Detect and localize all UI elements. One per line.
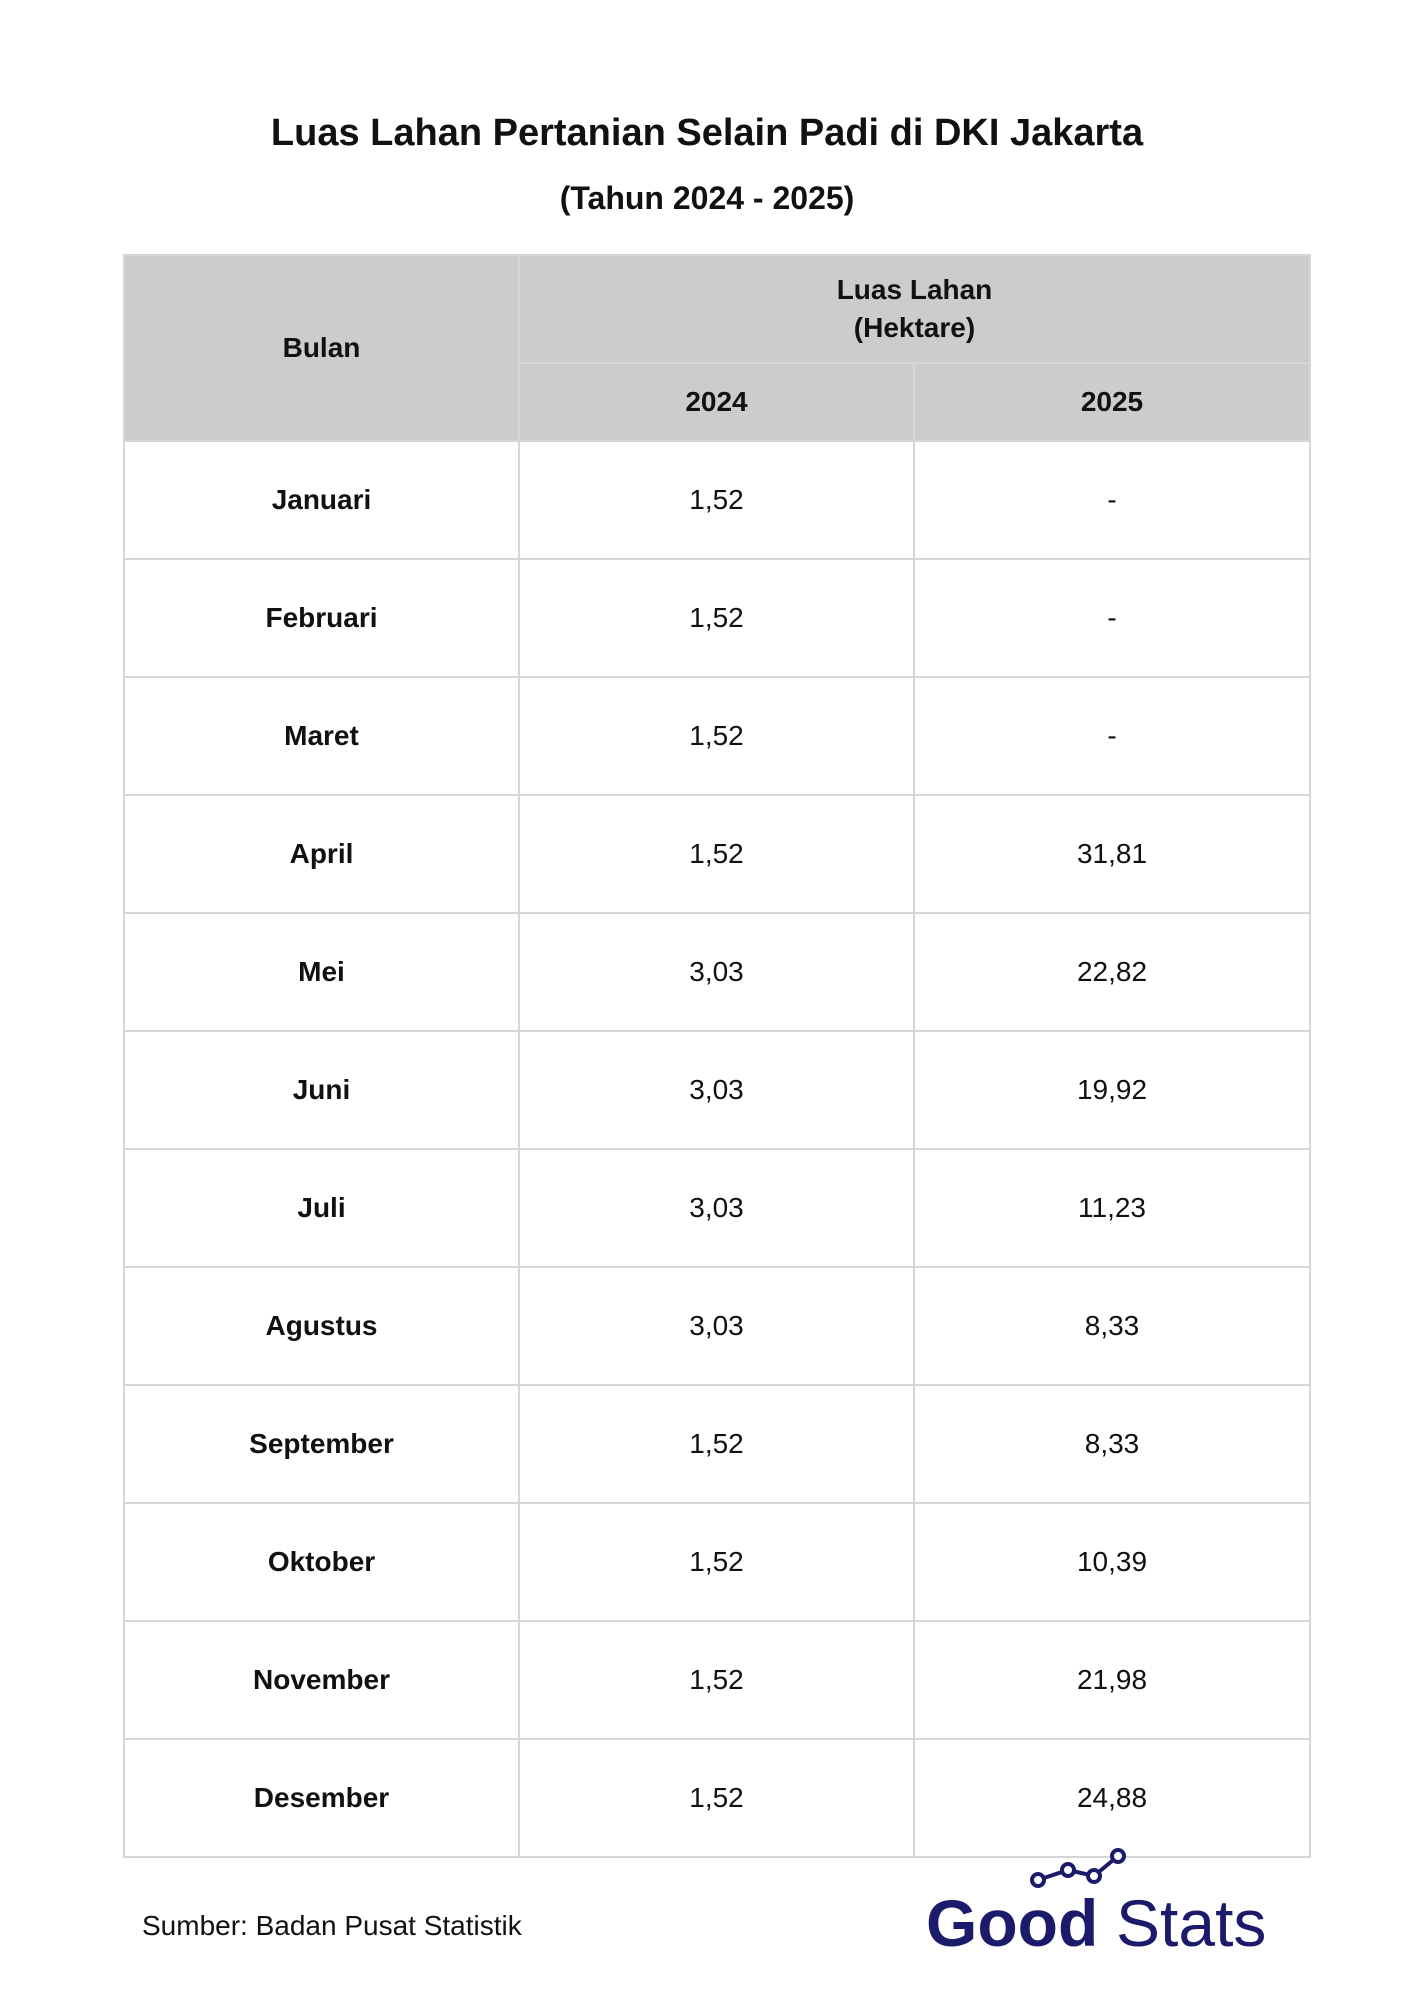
source-note: Sumber: Badan Pusat Statistik [142, 1910, 522, 1941]
month-cell: Januari [124, 441, 519, 559]
header-year-2024: 2024 [519, 363, 914, 441]
value-2024-cell: 1,52 [519, 1503, 914, 1621]
value-2025-cell: 8,33 [914, 1267, 1310, 1385]
table-row [124, 795, 1310, 913]
table-row [124, 1385, 1310, 1503]
table-row [124, 913, 1310, 1031]
month-cell: September [124, 1385, 519, 1503]
value-2025-cell: - [914, 677, 1310, 795]
table-row [124, 1621, 1310, 1739]
value-2025-cell: 8,33 [914, 1385, 1310, 1503]
goodstats-logo [920, 1848, 1280, 1958]
table-row [124, 1149, 1310, 1267]
value-2025-cell: 24,88 [914, 1739, 1310, 1857]
value-2025-cell: 19,92 [914, 1031, 1310, 1149]
month-cell: Juni [124, 1031, 519, 1149]
value-2025-cell: - [914, 441, 1310, 559]
value-2025-cell: 21,98 [914, 1621, 1310, 1739]
month-cell: Mei [124, 913, 519, 1031]
data-table [123, 254, 1311, 1858]
table-row [124, 1739, 1310, 1857]
value-2025-cell: 22,82 [914, 913, 1310, 1031]
value-2024-cell: 1,52 [519, 677, 914, 795]
value-2025-cell: 10,39 [914, 1503, 1310, 1621]
value-2024-cell: 3,03 [519, 1267, 914, 1385]
header-year-2025: 2025 [914, 363, 1310, 441]
value-2024-cell: 1,52 [519, 559, 914, 677]
value-2024-cell: 1,52 [519, 795, 914, 913]
month-cell: Maret [124, 677, 519, 795]
table-row [124, 677, 1310, 795]
table-row [124, 441, 1310, 559]
value-2024-cell: 1,52 [519, 1385, 914, 1503]
table-row [124, 1503, 1310, 1621]
header-month: Bulan [124, 255, 519, 441]
month-cell: Februari [124, 559, 519, 677]
logo-trend-icon [1032, 1850, 1124, 1886]
value-2025-cell: 31,81 [914, 795, 1310, 913]
value-2024-cell: 1,52 [519, 1621, 914, 1739]
month-cell: November [124, 1621, 519, 1739]
month-cell: April [124, 795, 519, 913]
value-2025-cell: 11,23 [914, 1149, 1310, 1267]
table-row [124, 1031, 1310, 1149]
value-2025-cell: - [914, 559, 1310, 677]
value-2024-cell: 3,03 [519, 913, 914, 1031]
page-subtitle: (Tahun 2024 - 2025) [559, 180, 855, 216]
value-2024-cell: 1,52 [519, 441, 914, 559]
month-cell: Juli [124, 1149, 519, 1267]
value-2024-cell: 3,03 [519, 1031, 914, 1149]
page-title: Luas Lahan Pertanian Selain Padi di DKI Jakarta [270, 112, 1144, 154]
month-cell: Oktober [124, 1503, 519, 1621]
table-row [124, 1267, 1310, 1385]
logo-text-good: Good [926, 1886, 1099, 1958]
header-luas-lahan: Luas Lahan (Hektare) [519, 255, 1310, 363]
logo-text-stats: Stats [1116, 1886, 1267, 1958]
value-2024-cell: 3,03 [519, 1149, 914, 1267]
table-row [124, 559, 1310, 677]
table-body [124, 441, 1310, 1857]
month-cell: Desember [124, 1739, 519, 1857]
month-cell: Agustus [124, 1267, 519, 1385]
value-2024-cell: 1,52 [519, 1739, 914, 1857]
